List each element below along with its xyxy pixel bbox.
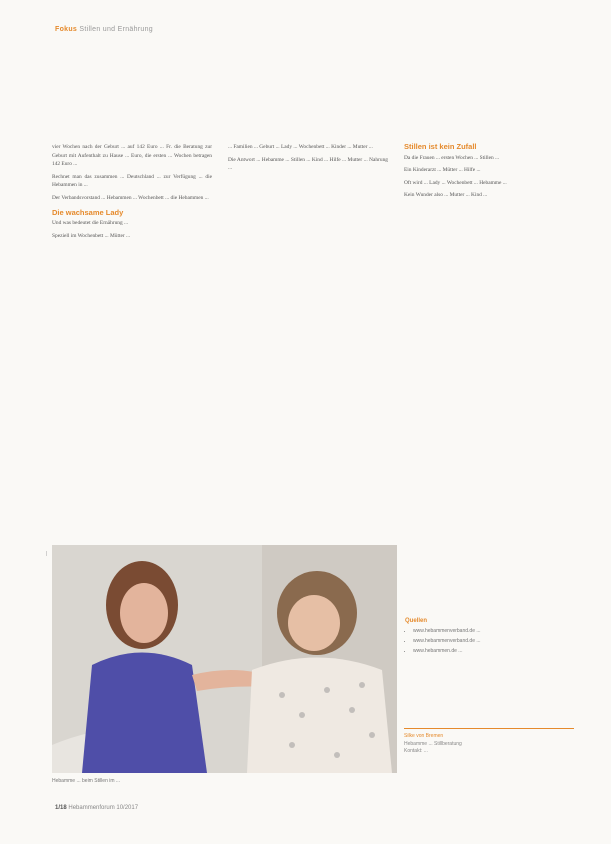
- photo-caption: Hebamme ... beim Stillen im ...: [52, 778, 121, 784]
- author-role: Hebamme ... Stillberatung: [404, 740, 462, 747]
- source-item: • www.hebammenverband.de ...: [413, 637, 570, 645]
- source-item: • www.hebammenverband.de ...: [413, 627, 570, 635]
- paragraph: Und was bedeutet die Ernährung ...: [52, 220, 129, 227]
- paragraph: ... Familien ... Geburt ... Lady ... Wochenbett ... Kinder ... Mutter ...: [228, 144, 373, 150]
- paragraph: Die Antwort ... Hebamme ... Stillen ... Kind ... Hilfe ... Mutter ... Nahrung ...: [228, 156, 388, 172]
- page-footer: [55, 805, 138, 811]
- paragraph: Kein Wunder also ... Mutter ... Kind ...: [404, 192, 488, 199]
- paragraph: Oft wird ... Lady ... Wochenbett ... Hebamme ...: [404, 179, 507, 186]
- subheading: Stillen ist kein Zufall: [404, 142, 477, 151]
- page-number: 1/18: [55, 805, 67, 811]
- section-label: Fokus: [55, 26, 78, 33]
- author-name: Silke von Bremen: [404, 733, 444, 739]
- author-contact: Kontakt: ...: [404, 748, 428, 754]
- sources-title: Quellen: [405, 618, 428, 624]
- paragraph: Da die Frauen ... ersten Wochen ... Stillen ...: [404, 154, 500, 161]
- paragraph: Speziell im Wochenbett ... Mütter ...: [52, 232, 131, 239]
- sources-box: [405, 617, 570, 657]
- page-header: [55, 26, 153, 33]
- photo-hebamme-mutter: [52, 545, 397, 773]
- author-box: [404, 728, 574, 756]
- text-column-1: [52, 143, 212, 244]
- magazine-name: Hebammenforum 10/2017: [68, 805, 139, 811]
- text-column-3: [404, 143, 574, 204]
- sources-list: [405, 627, 570, 655]
- paragraph: Der Verbandsvorstand ... Hebammen ... Wochenbett ... die Hebammen ...: [52, 194, 209, 201]
- subheading: Die wachsame Lady: [52, 207, 124, 217]
- paragraph: Ein Kinderarzt ... Mütter ... Hilfe ...: [404, 167, 481, 174]
- paragraph: vier Wochen nach der Geburt ... auf 142 Euro ... Fr. die Beratung zur Geburt mit Aufenthalt zu Hause ... Euro, die ersten ... Wochen betragen 142 Euro ...: [52, 144, 212, 168]
- margin-mark: |: [46, 551, 48, 557]
- source-item: • www.hebammen.de ...: [413, 647, 570, 655]
- paragraph: Rechnet man das zusammen ... Deutschland ... zur Verfügung ... die Hebammen in ...: [52, 173, 212, 189]
- text-column-2: [228, 143, 388, 177]
- section-subtitle: Stillen und Ernährung: [79, 26, 153, 33]
